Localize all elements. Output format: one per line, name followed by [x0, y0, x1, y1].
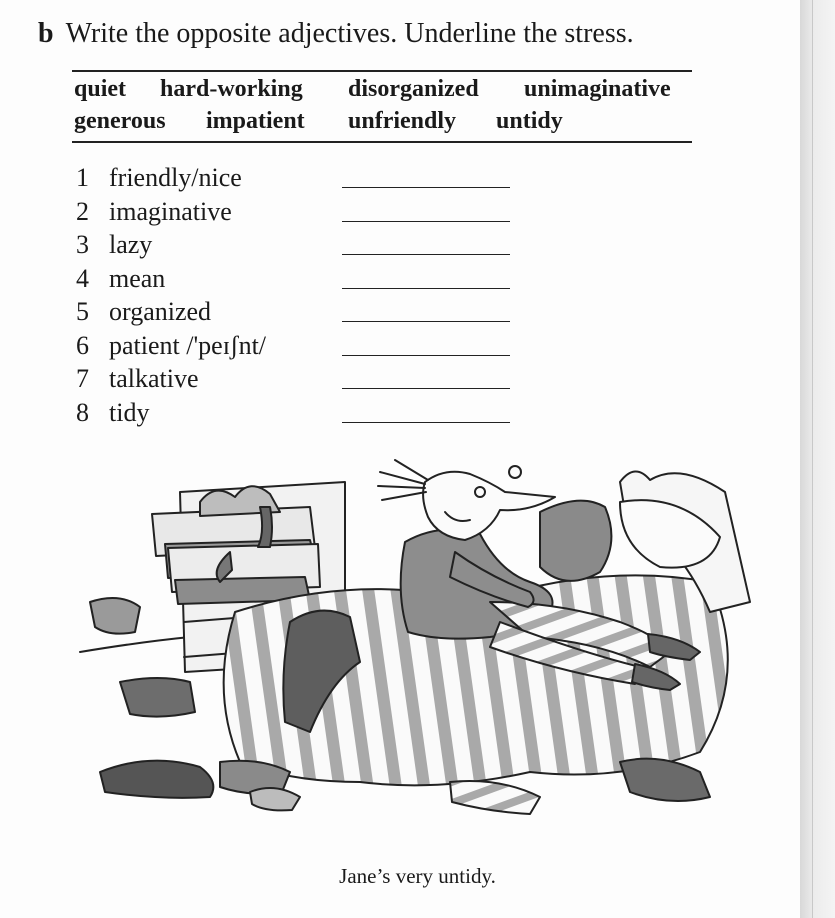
item-number: 6	[76, 330, 89, 360]
word-box-top-rule	[72, 70, 692, 72]
item-number: 3	[76, 230, 89, 259]
exercise-instruction: Write the opposite adjectives. Underline the stress.	[65, 18, 634, 49]
item-word: patient /'peɪʃnt/	[109, 330, 267, 360]
exercise-heading	[38, 18, 634, 50]
answer-blank[interactable]	[342, 187, 510, 188]
item-number: 4	[76, 263, 89, 293]
item-word: mean	[109, 263, 166, 293]
item-word: lazy	[109, 230, 153, 259]
word-box-word: untidy	[496, 108, 563, 134]
page-edge-line	[812, 0, 813, 918]
answer-blank[interactable]	[342, 422, 510, 423]
item-word: friendly/nice	[109, 163, 242, 192]
word-box-word: generous	[74, 108, 166, 134]
word-box-word: hard-working	[160, 76, 303, 102]
item-word: talkative	[109, 364, 199, 393]
answer-blank[interactable]	[342, 288, 510, 289]
item-word: organized	[109, 297, 212, 326]
illustration-caption: Jane’s very untidy.	[339, 864, 496, 888]
item-number: 5	[76, 297, 89, 326]
answer-blank[interactable]	[342, 221, 510, 222]
messy-bedroom-cartoon-icon	[60, 452, 760, 852]
answer-blank[interactable]	[342, 254, 510, 255]
word-box-word: unfriendly	[348, 108, 457, 134]
item-number: 7	[76, 364, 89, 393]
answer-blank[interactable]	[342, 355, 510, 356]
item-word: imaginative	[109, 196, 232, 226]
page-edge	[800, 0, 835, 918]
word-box-word: unimaginative	[524, 76, 671, 102]
word-box-word: quiet	[74, 76, 127, 102]
answer-blank[interactable]	[342, 388, 510, 389]
word-box-word: disorganized	[348, 76, 479, 102]
answer-blank[interactable]	[342, 321, 510, 322]
item-number: 1	[76, 163, 89, 192]
word-box-word: impatient	[206, 108, 305, 134]
word-box-bottom-rule	[72, 141, 692, 143]
item-number: 8	[76, 397, 89, 427]
exercise-letter: b	[38, 18, 54, 49]
item-word: tidy	[109, 397, 150, 427]
item-number: 2	[76, 196, 89, 226]
